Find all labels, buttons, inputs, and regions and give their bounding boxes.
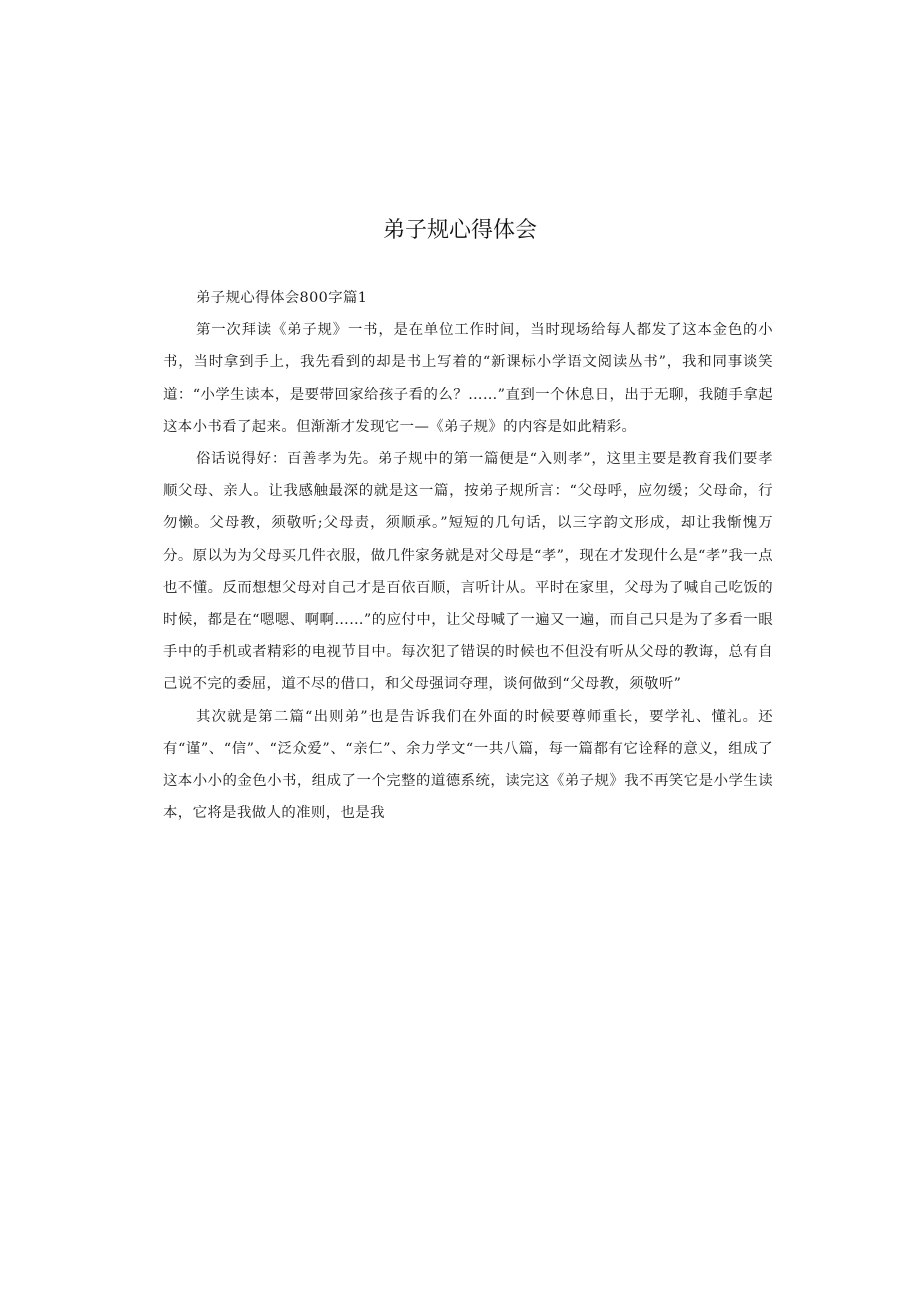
- paragraph-2: 俗话说得好：百善孝为先。弟子规中的第一篇便是“入则孝”，这里主要是教育我们要孝顺父母、亲人。让我感触最深的就是这一篇，按弟子规所言：“父母呼，应勿缓；父母命，行勿懒。父母教，须敬听;父母责，须顺承。”短短的几句话，以三字韵文形成，却让我惭愧万分。原以为为父母买几件衣服，做几件家务就是对父母是“孝”，现在才发现什么是“孝”我一点也不懂。反而想想父母对自己才是百依百顺，言听计从。平时在家里，父母为了喊自己吃饭的时候，都是在“嗯嗯、啊啊……”的应付中，让父母喊了一遍又一遍，而自己只是为了多看一眼手中的手机或者精彩的电视节目中。每次犯了错误的时候也不但没有听从父母的教诲，总有自己说不完的委屈，道不尽的借口，和父母强词夺理，谈何做到“父母教，须敬听”: [163, 451, 773, 693]
- paragraph-1: 第一次拜读《弟子规》一书，是在单位工作时间，当时现场给每人都发了这本金色的小书，当时拿到手上，我先看到的却是书上写着的“新课标小学语文阅读丛书”，我和同事谈笑道：“小学生读本，是要带回家给孩子看的么？……”直到一个休息日，出于无聊，我随手拿起这本小书看了起来。但渐渐才发现它一—《弟子规》的内容是如此精彩。: [163, 322, 773, 435]
- paragraph-3: 其次就是第二篇“出则弟”也是告诉我们在外面的时候要尊师重长，要学礼、懂礼。还有“谨”、“信”、“泛众爱”、“亲仁”、余力学文“一共八篇，每一篇都有它诠释的意义，组成了这本小小的金色小书，组成了一个完整的道德系统，读完这《弟子规》我不再笑它是小学生读本，它将是我做人的准则，也是我: [163, 708, 773, 822]
- page-title: 弟子规心得体会: [382, 218, 537, 243]
- document-body: [163, 282, 773, 829]
- section-heading: 弟子规心得体会800字篇1: [196, 290, 368, 306]
